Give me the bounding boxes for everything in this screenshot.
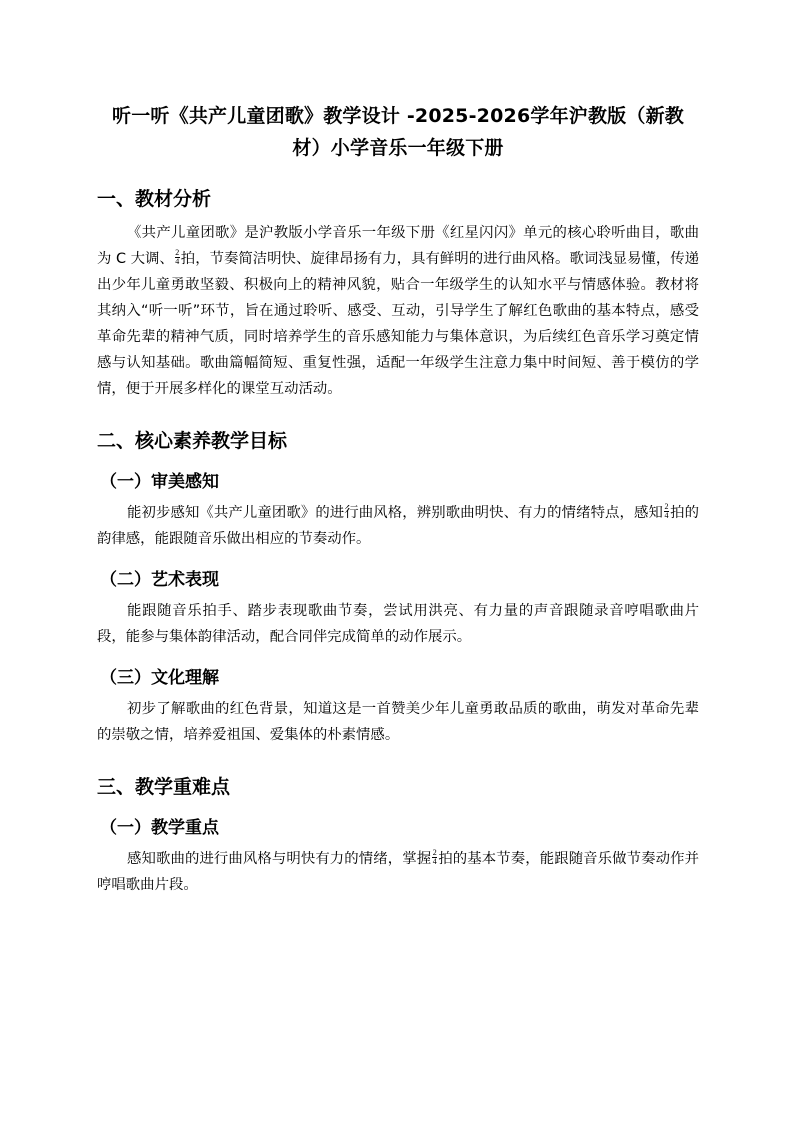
cultural-understanding-paragraph: 初步了解歌曲的红色背景，知道这是一首赞美少年儿童勇敢品质的歌曲，萌发对革命先辈的崇敬之情，培养爱祖国、爱集体的朴素情感。 [97, 701, 699, 743]
paragraph-text: 拍，节奏简洁明快、旋律昂扬有力，具有鲜明的进行曲风格。歌词浅显易懂，传递出少年儿童勇敢坚毅、积极向上的精神风貌，贴合一年级学生的认知水平与情感体验。教材将其纳入“听一听”环节，旨在通过聆听、感受、互动，引导学生了解红色歌曲的基本特点，感受革命先辈的精神气质，同时培养学生的音乐感知能力与集体意识，为后续红色音乐学习奠定情感与认知基础。歌曲篇幅简短、重复性强，适配一年级学生注意力集中时间短、善于模仿的学情，便于开展多样化的课堂互动活动。 [97, 251, 699, 397]
section-heading-core-literacy-goals: 二、核心素养教学目标 [97, 430, 288, 452]
subheading-aesthetic-perception: （一）审美感知 [100, 472, 219, 492]
paragraph-text: 《共产儿童团歌》是沪教版小学音乐一年级下册《红星闪闪》单元的核心聆听曲目，歌曲为 C 大调、 [97, 225, 699, 267]
teaching-focus-paragraph [97, 846, 699, 898]
paragraph-text: 拍的基本节奏，能跟随音乐做节奏动作并哼唱歌曲片段。 [97, 851, 699, 893]
time-signature-fraction [664, 503, 669, 520]
time-signature-denominator: 4 [432, 856, 437, 866]
subheading-cultural-understanding: （三）文化理解 [100, 668, 219, 688]
section-heading-textbook-analysis: 一、教材分析 [97, 188, 212, 210]
artistic-expression-paragraph: 能跟随音乐拍手、踏步表现歌曲节奏，尝试用洪亮、有力量的声音跟随录音哼唱歌曲片段，能参与集体韵律活动，配合同伴完成简单的动作展示。 [97, 603, 699, 645]
time-signature-fraction [432, 849, 437, 866]
document-content [97, 100, 699, 898]
title-line-2: 材）小学音乐一年级下册 [292, 137, 504, 159]
time-signature-numerator: 2 [175, 247, 180, 257]
time-signature-fraction [175, 249, 180, 266]
subheading-teaching-focus: （一）教学重点 [100, 818, 219, 838]
textbook-analysis-paragraph [97, 220, 699, 402]
document-title [97, 100, 699, 164]
time-signature-numerator: 2 [664, 501, 669, 511]
time-signature-denominator: 4 [175, 256, 180, 266]
time-signature-denominator: 4 [664, 510, 669, 520]
section-heading-key-difficulties: 三、教学重难点 [97, 776, 231, 798]
subheading-artistic-expression: （二）艺术表现 [100, 570, 219, 590]
aesthetic-perception-paragraph [97, 500, 699, 552]
title-line-1: 听一听《共产儿童团歌》教学设计 -2025-2026学年沪教版（新教 [112, 105, 684, 127]
paragraph-text: 拍的韵律感，能跟随音乐做出相应的节奏动作。 [97, 505, 699, 547]
time-signature-numerator: 2 [432, 847, 437, 857]
paragraph-text: 能初步感知《共产儿童团歌》的进行曲风格，辨别歌曲明快、有力的情绪特点，感知 [127, 505, 663, 521]
paragraph-text: 感知歌曲的进行曲风格与明快有力的情绪，掌握 [127, 851, 432, 867]
